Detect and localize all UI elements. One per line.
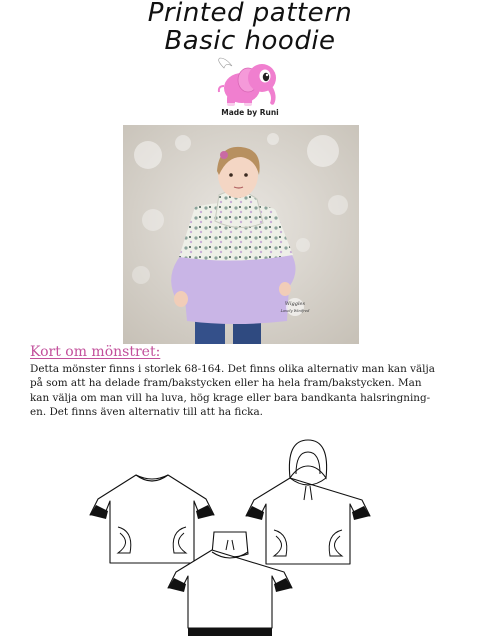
pattern-title-line-2: Basic hoodie bbox=[164, 26, 336, 56]
description-line-3: kan välja om man vill ha luva, hög krage eller bara bandkanta halsringning- bbox=[30, 391, 431, 404]
pattern-description bbox=[30, 362, 475, 419]
description-line-2: på som att ha delade fram/bakstycken eller ha hela fram/bakstycken. Man bbox=[30, 377, 422, 390]
watermark-line-1: Wiggles bbox=[284, 301, 306, 307]
section-heading: Kort om mönstret: bbox=[30, 344, 161, 360]
pattern-title-line-1: Printed pattern bbox=[147, 0, 353, 28]
made-by-label: Made by Runi bbox=[221, 108, 279, 117]
description-line-4: en. Det finns även alternativ till att ha ficka. bbox=[30, 405, 263, 418]
pink-elephant-logo-icon bbox=[212, 56, 288, 110]
watermark-line-2: Lovely Winifred bbox=[280, 309, 310, 313]
high-collar-sweater-flat-icon bbox=[164, 530, 296, 640]
description-line-1: Detta mönster finns i storlek 68-164. Det finns olika alternativ man kan välja bbox=[30, 363, 435, 375]
child-wearing-hoodie-photo-icon bbox=[123, 125, 359, 344]
